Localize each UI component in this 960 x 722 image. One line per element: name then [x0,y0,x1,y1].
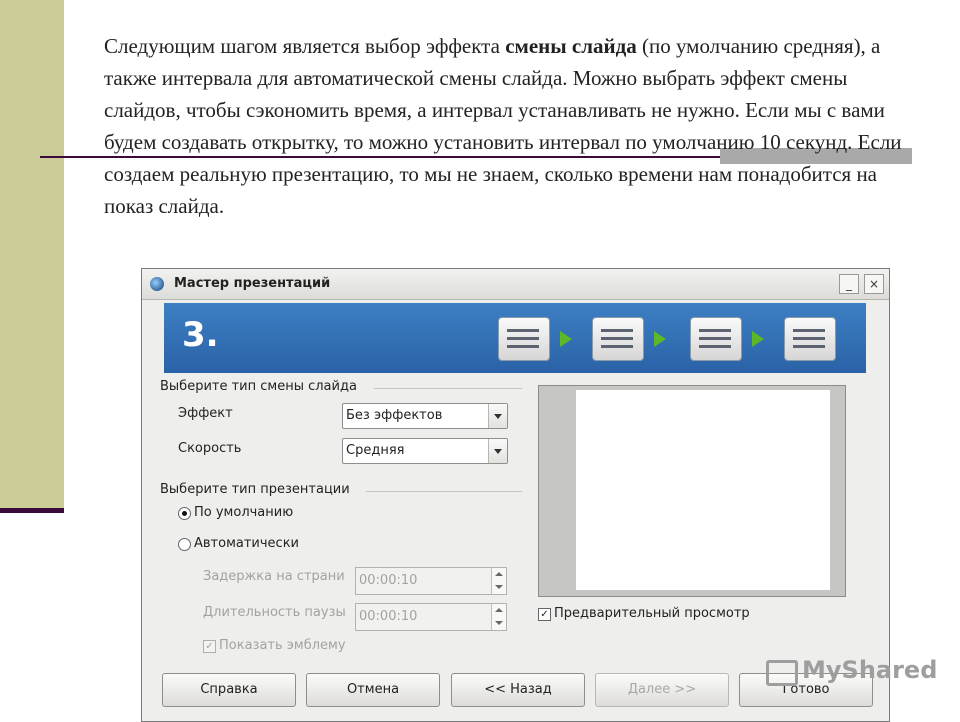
help-button[interactable]: Справка [162,673,296,707]
pause-value: 00:00:10 [359,609,418,624]
delay-spinbox[interactable] [355,567,507,595]
back-button[interactable]: << Назад [451,673,585,707]
chevron-down-icon[interactable] [488,439,507,463]
cancel-button[interactable]: Отмена [306,673,440,707]
spin-up-icon[interactable] [495,608,503,612]
finish-button[interactable]: Готово [739,673,873,707]
step-number: 3. [182,315,219,355]
step-3-icon [690,317,742,361]
effect-value: Без эффектов [346,408,443,423]
radio-default-label[interactable]: По умолчанию [194,505,294,520]
effect-label: Эффект [178,406,233,421]
preview-slide [576,390,830,590]
preview-checkbox[interactable]: ✓ [538,608,551,621]
step-2-icon [592,317,644,361]
wizard-banner [164,303,866,373]
step-arrow-icon [654,331,666,347]
show-logo-checkbox[interactable]: ✓ [203,640,216,653]
radio-default[interactable] [178,507,191,520]
minimize-button[interactable]: _ [839,274,859,294]
slide-paragraph [104,30,904,222]
watermark-text: MyShared [802,656,938,684]
spin-down-icon[interactable] [495,585,503,589]
slide-text-bold: смены слайда [505,34,637,58]
pause-spinbox[interactable] [355,603,507,631]
radio-automatic[interactable] [178,538,191,551]
slide-preview [538,385,846,597]
spin-up-icon[interactable] [495,572,503,576]
slide-text-part-2: (по умолчанию средняя), а также интервала для автоматической смены слайда. Можно выбрать эффект смены слайдов, чтобы сэкономить время, а интервал устанавливать не нужно. Если мы с вами будем создавать открытку, то можно установить интервал по умолчанию 10 секунд. Если создаем реальную презентацию, то мы не знаем, сколько времени нам понадобится на показ слайда. [104,34,902,218]
left-decor-line [0,508,64,513]
speed-dropdown[interactable] [342,438,508,464]
show-logo-label: Показать эмблему [219,638,346,653]
step-1-icon [498,317,550,361]
next-button: Далее >> [595,673,729,707]
speed-label: Скорость [178,441,242,456]
radio-automatic-label[interactable]: Автоматически [194,536,300,551]
transition-group-title: Выберите тип смены слайда [160,379,357,394]
step-4-icon [784,317,836,361]
chevron-down-icon[interactable] [488,404,507,428]
preview-label[interactable]: Предварительный просмотр [554,606,750,621]
step-arrow-icon [560,331,572,347]
speed-value: Средняя [346,443,405,458]
delay-spin-buttons[interactable] [491,568,506,594]
group-separator [366,491,522,492]
spin-down-icon[interactable] [495,621,503,625]
step-arrow-icon [752,331,764,347]
delay-label: Задержка на страни [203,569,345,584]
pause-spin-buttons[interactable] [491,604,506,630]
app-icon [150,277,164,291]
dialog-title: Мастер презентаций [174,276,331,291]
effect-dropdown[interactable] [342,403,508,429]
slide-text-part-1: Следующим шагом является выбор эффекта [104,34,506,58]
group-separator [374,388,522,389]
presentation-wizard-dialog [141,268,890,722]
dialog-titlebar[interactable] [142,269,889,300]
left-decor-bar [0,0,64,512]
delay-value: 00:00:10 [359,573,418,588]
pause-label: Длительность паузы [203,605,346,620]
presentation-group-title: Выберите тип презентации [160,482,350,497]
presentation-icon [766,660,798,686]
close-button[interactable]: × [864,274,884,294]
